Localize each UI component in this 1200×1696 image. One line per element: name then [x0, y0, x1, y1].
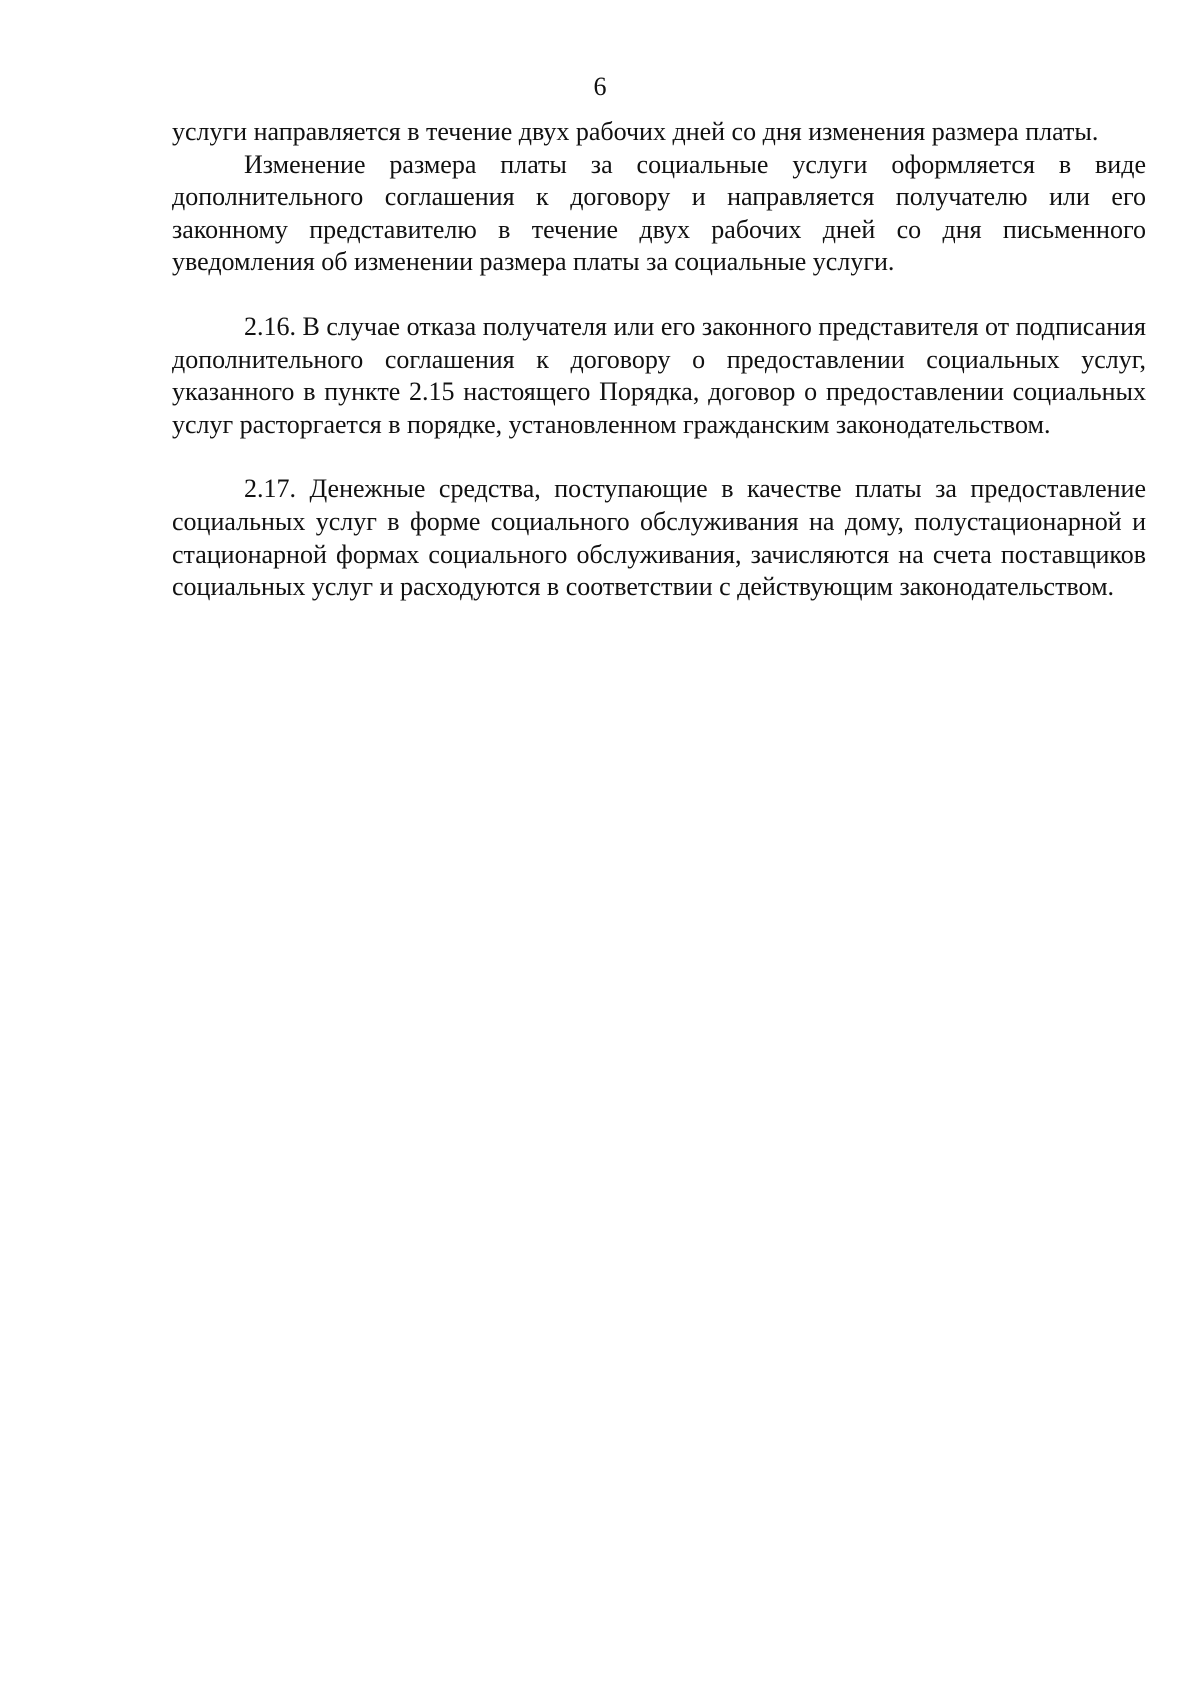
paragraph-clause-2-17: 2.17. Денежные средства, поступающие в качестве платы за предоставление социальных услуг в форме социального обслуживания на дому, полустационарной и стационарной формах социального обслуживания, зачисляются на счета поставщиков социальных услуг и расходуются в соответствии с действующим законодательством.	[172, 474, 1146, 602]
paragraph-clause-2-16: 2.16. В случае отказа получателя или его законного представителя от подписания дополнительного соглашения к договору о предоставлении социальных услуг, указанного в пункте 2.15 настоящего Порядка, договор о предоставлении социальных услуг расторгается в порядке, установленном гражданским законодательством.	[172, 311, 1146, 439]
document-body	[172, 116, 1146, 604]
paragraph-spacer	[172, 279, 1146, 311]
paragraph-spacer	[172, 441, 1146, 473]
paragraph-continuation: услуги направляется в течение двух рабочих дней со дня изменения размера платы.	[172, 117, 1099, 146]
paragraph-change-payment: Изменение размера платы за социальные услуги оформляется в виде дополнительного соглашения к договору и направляется получателю или его законному представителю в течение двух рабочих дней со дня письменного уведомления об изменении размера платы за социальные услуги.	[172, 149, 1146, 277]
page-number: 6	[593, 72, 607, 101]
